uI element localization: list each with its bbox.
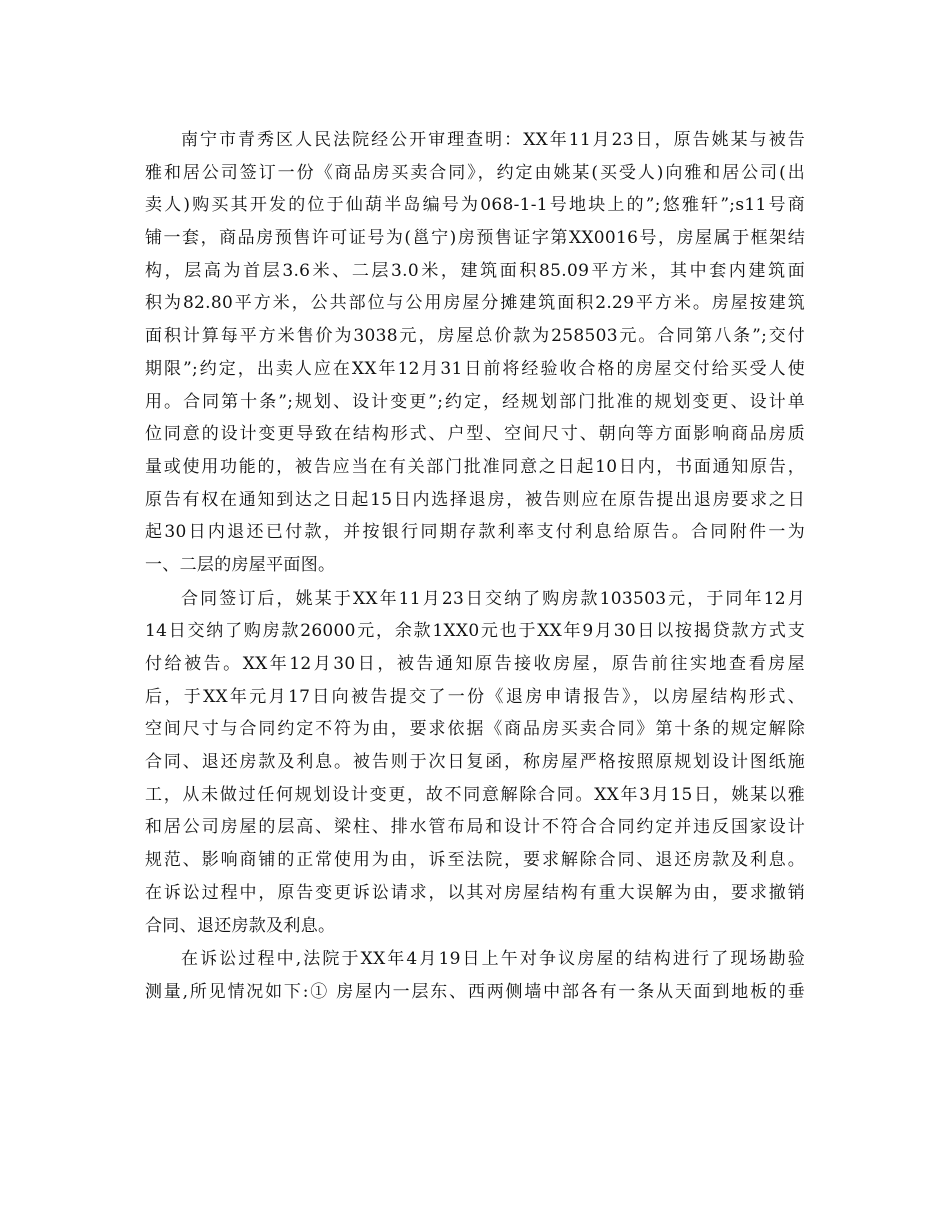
text-line: 测量,所见情况如下:① 房屋内一层东、西两侧墙中部各有一条从天面到地板的垂 <box>145 981 805 1002</box>
text-line: 用。合同第十条”;规划、设计变更”;约定，经规划部门批准的规划变更、设计单 <box>145 391 805 412</box>
text-line: 雅和居公司签订一份《商品房买卖合同》，约定由姚某(买受人)向雅和居公司(出 <box>145 162 805 183</box>
text-line: 在诉讼过程中,法院于XX年4月19日上午对争议房屋的结构进行了现场勘验 <box>181 949 805 970</box>
text-line: 量或使用功能的，被告应当在有关部门批准同意之日起10日内，书面通知原告， <box>145 456 805 477</box>
text-line: 合同、退还房款及利息。被告则于次日复函，称房屋严格按照原规划设计图纸施 <box>145 752 805 773</box>
text-line: 一、二层的房屋平面图。 <box>145 554 336 575</box>
text-line: 卖人)购买其开发的位于仙葫半岛编号为068-1-1号地块上的”;悠雅轩”;s11号商 <box>145 195 805 216</box>
text-line: 合同、退还房款及利息。 <box>145 915 336 936</box>
text-line: 和居公司房屋的层高、梁柱、排水管布局和设计不符合合同约定并违反国家设计 <box>145 817 805 838</box>
paragraph-2 <box>145 583 805 943</box>
text-line: 在诉讼过程中，原告变更诉讼请求，以其对房屋结构有重大误解为由，要求撤销 <box>145 882 805 903</box>
paragraph-3 <box>145 943 805 1008</box>
text-line: 空间尺寸与合同约定不符为由，要求依据《商品房买卖合同》第十条的规定解除 <box>145 719 805 740</box>
text-line: 面积计算每平方米售价为3038元，房屋总价款为258503元。合同第八条”;交付 <box>145 326 805 347</box>
text-line: 位同意的设计变更导致在结构形式、户型、空间尺寸、朝向等方面影响商品房质 <box>145 424 805 445</box>
text-line: 构，层高为首层3.6米、二层3.0米，建筑面积85.09平方米，其中套内建筑面 <box>145 260 805 281</box>
text-line: 积为82.80平方米，公共部位与公用房屋分摊建筑面积2.29平方米。房屋按建筑 <box>145 293 805 314</box>
text-line: 付给被告。XX年12月30日，被告通知原告接收房屋，原告前往实地查看房屋 <box>145 654 805 674</box>
text-line: 工，从未做过任何规划设计变更，故不同意解除合同。XX年3月15日，姚某以雅 <box>145 784 805 805</box>
paragraph-1 <box>145 124 805 582</box>
text-line: 合同签订后，姚某于XX年11月23日交纳了购房款103503元，于同年12月 <box>181 588 805 609</box>
text-line: 14日交纳了购房款26000元，余款1XX0元也于XX年9月30日以按揭贷款方式支 <box>145 621 805 642</box>
text-line: 铺一套，商品房预售许可证号为(邕宁)房预售证字第XX0016号，房屋属于框架结 <box>145 228 805 249</box>
document-body <box>145 124 805 1009</box>
text-line: 起30日内退还已付款，并按银行同期存款利率支付利息给原告。合同附件一为 <box>145 522 805 543</box>
text-line: 原告有权在通知到达之日起15日内选择退房，被告则应在原告提出退房要求之日 <box>145 489 805 510</box>
text-line: 南宁市青秀区人民法院经公开审理查明：XX年11月23日，原告姚某与被告 <box>181 130 805 150</box>
text-line: 期限”;约定，出卖人应在XX年12月31日前将经验收合格的房屋交付给买受人使 <box>145 358 805 379</box>
text-line: 后，于XX年元月17日向被告提交了一份《退房申请报告》，以房屋结构形式、 <box>145 686 805 707</box>
text-line: 规范、影响商铺的正常使用为由，诉至法院，要求解除合同、退还房款及利息。 <box>145 850 805 871</box>
